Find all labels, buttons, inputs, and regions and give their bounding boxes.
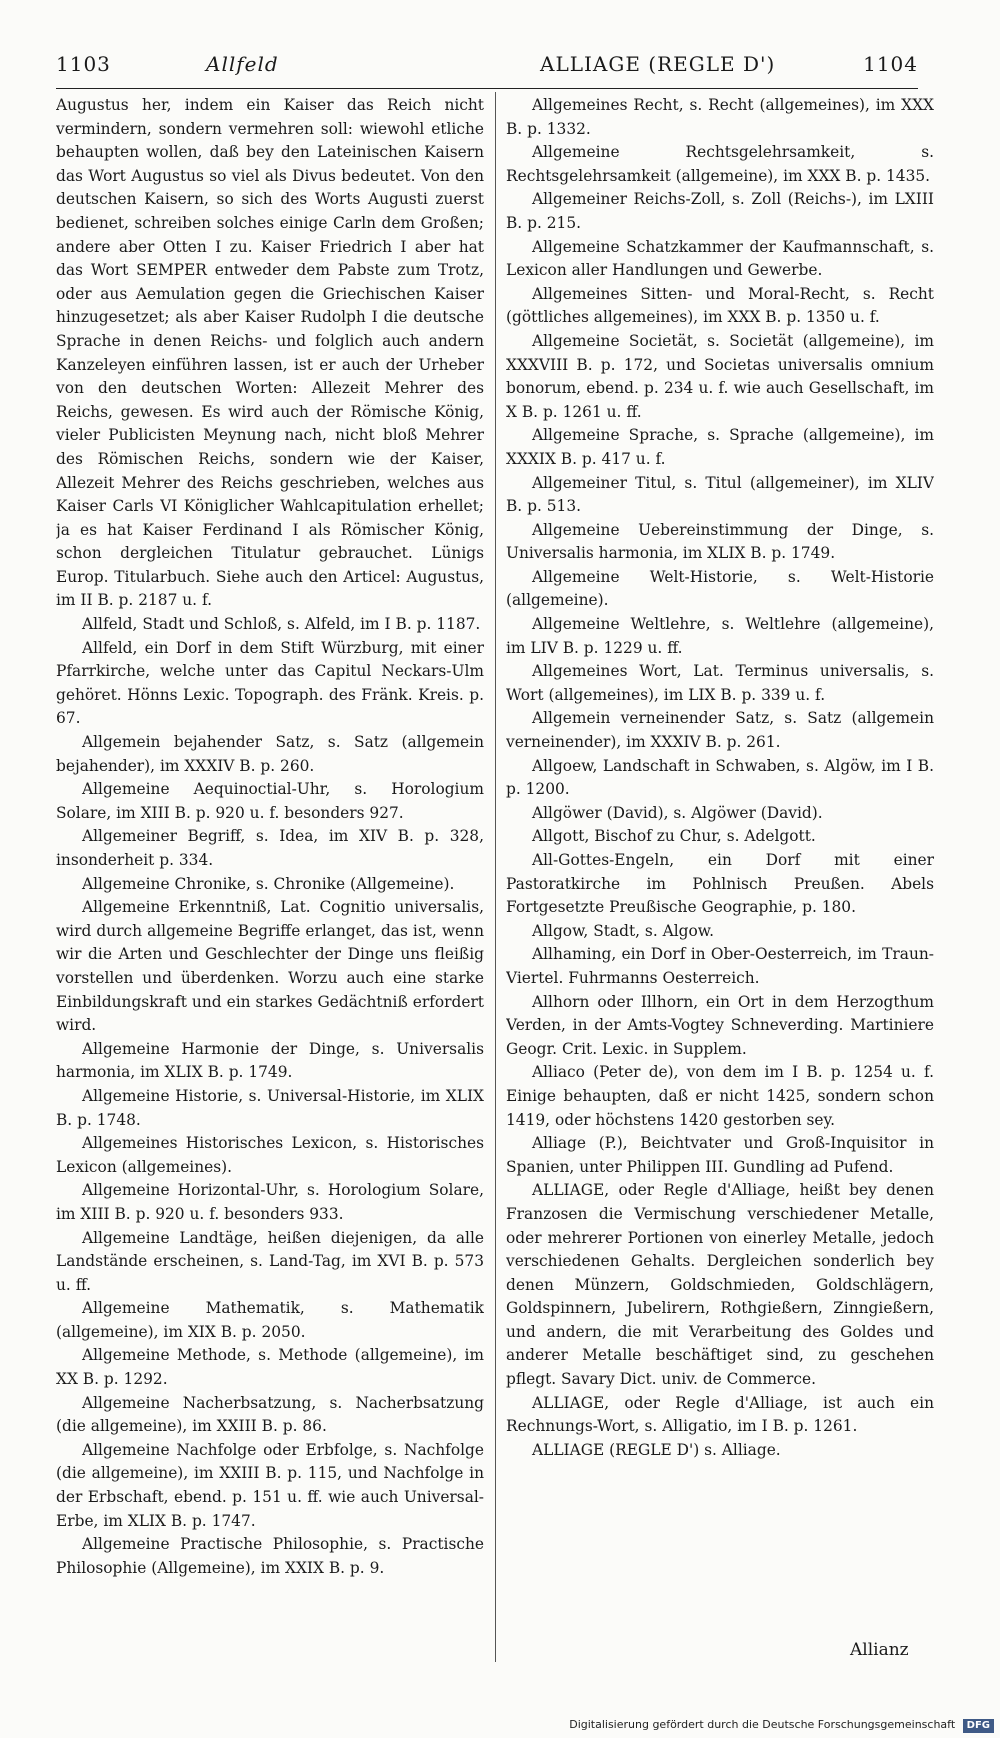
entry: ALLIAGE (REGLE D') s. Alliage. [532,1440,781,1459]
entry: Allgemeine Methode, s. Methode (allgemeine), im XX B. p. 1292. [56,1346,484,1389]
entry: Allgemeines Wort, Lat. Terminus universalis, s. Wort (allgemeines), im LIX B. p. 339 u. f. [506,662,934,704]
left-column [56,94,484,1680]
entry: Allgemeines Recht, s. Recht (allgemeines), im XXX B. p. 1332. [506,96,934,138]
left-running-title: Allfeld [206,52,279,76]
entry: Allgemeine Practische Philosophie, s. Practische Philosophie (Allgemeine), im XXIX B. p. 9. [56,1535,484,1577]
entry: Allgemeine Welt-Historie, s. Welt-Historie (allgemeine). [506,567,934,610]
entry: Allhorn oder Illhorn, ein Ort in dem Herzogthum Verden, in der Amts-Vogtey Schneverding. Martiniere Geogr. Crit. Lexic. in Supplem. [506,992,934,1058]
left-page-number: 1103 [56,52,111,76]
entry: Allgemeine Weltlehre, s. Weltlehre (allgemeine), im LIV B. p. 1229 u. ff. [506,615,934,657]
entry: Allhaming, ein Dorf in Ober-Oesterreich, im Traun-Viertel. Fuhrmanns Oesterreich. [506,945,934,987]
entry: Allgemeine Rechtsgelehrsamkeit, s. Rechtsgelehrsamkeit (allgemeine), im XXX B. p. 1435. [506,143,934,185]
entry: Allgoew, Landschaft in Schwaben, s. Algöw, im I B. p. 1200. [506,756,934,799]
entry: Allgemeine Historie, s. Universal-Historie, im XLIX B. p. 1748. [56,1086,484,1129]
entry: Allgemeiner Reichs-Zoll, s. Zoll (Reichs-), im LXIII B. p. 215. [506,190,934,232]
entry: Allgemeine Nacherbsatzung, s. Nacherbsatzung (die allgemeine), im XXIII B. p. 86. [56,1393,484,1436]
header-rule [56,88,918,89]
entry: Alliaco (Peter de), von dem im I B. p. 1254 u. f. Einige behaupten, daß er nicht 1425, sondern schon 1419, oder höchstens 1420 gestorben sey. [506,1063,934,1129]
right-running-title: ALLIAGE (REGLE D') [540,52,776,76]
column-divider [495,92,496,1662]
entry: ALLIAGE, oder Regle d'Alliage, ist auch ein Rechnungs-Wort, s. Alligatio, im I B. p. 1261. [506,1393,934,1436]
entry: Alliage (P.), Beichtvater und Groß-Inquisitor in Spanien, unter Philippen III. Gundling ad Pufend. [506,1134,934,1176]
entry: Allfeld, ein Dorf in dem Stift Würzburg, mit einer Pfarrkirche, welche unter das Capitul Neckars-Ulm gehöret. Hönns Lexic. Topograph. des Fränk. Kreis. p. 67. [56,638,484,728]
entry: Allgemeine Nachfolge oder Erbfolge, s. Nachfolge (die allgemeine), im XXIII B. p. 115, und Nachfolge in der Erbschaft, ebend. p. 151 u. ff. wie auch Universal-Erbe, im XLIX B. p. 1747. [56,1440,484,1530]
entry: Allgemein verneinender Satz, s. Satz (allgemein verneinender), im XXXIV B. p. 261. [506,709,934,752]
entry: Augustus her, indem ein Kaiser das Reich nicht vermindern, sondern vermehren soll: wiewohl etliche behaupten wollen, daß bey den Lateinischen Kaisern das Wort Augustus so viel als Divus bedeutet. Von den deutschen Kaisern, so sich des Worts Augusti zuerst bedienet, schreiben solches einige Carln dem Großen; andere aber Otten I zu. Kaiser Friedrich I aber hat das Wort SEMPER entweder dem Pabste zum Trotz, oder aus Aemulation gegen die Griechischen Kaiser hinzugesetzet; als aber Kaiser Rudolph I die deutsche Sprache in denen Reichs- und folglich auch andern Kanzeleyen einführen lassen, ist er auch der Urheber von den deutschen Worten: Allezeit Mehrer des Reichs, gewesen. Es wird auch der Römische König, vieler Publicisten Meynung nach, nicht bloß Mehrer des Römischen Reichs, sondern wie der Kaiser, Allezeit Mehrer des Reichs geschrieben, welches aus Kaiser Carls VI Königlicher Wahlcapitulation erhellet; ja es hat Kaiser Ferdinand I als Römischer König, schon dergleichen Titulatur gebrauchet. Lünigs Europ. Titularbuch. Siehe auch den Articel: Augustus, im II B. p. 2187 u. f. [56,96,484,610]
catchword: Allianz [850,1640,909,1660]
entry: Allgemein bejahender Satz, s. Satz (allgemein bejahender), im XXXIV B. p. 260. [56,733,484,775]
entry: Allgemeine Mathematik, s. Mathematik (allgemeine), im XIX B. p. 2050. [56,1299,484,1341]
entry: Allgemeine Chronike, s. Chronike (Allgemeine). [82,874,455,893]
right-column [506,94,934,1668]
entry: All-Gottes-Engeln, ein Dorf mit einer Pastoratkirche im Pohlnisch Preußen. Abels Fortgesetzte Preußische Geographie, p. 180. [506,851,934,917]
entry: Allgemeiner Titul, s. Titul (allgemeiner), im XLIV B. p. 513. [506,473,934,516]
entry: Allfeld, Stadt und Schloß, s. Alfeld, im I B. p. 1187. [82,615,481,634]
entry: Allgöwer (David), s. Algöwer (David). [532,803,823,822]
right-page-number: 1104 [863,52,918,76]
footer-text: Digitalisierung gefördert durch die Deutsche Forschungsgemeinschaft [569,1718,956,1731]
entry: ALLIAGE, oder Regle d'Alliage, heißt bey denen Franzosen die Vermischung verschiedener Metalle, oder mehrerer Portionen von einerley Metalle, jedoch verschiedenen Gehalts. Dergleichen sonderlich bey denen Münzern, Goldschmieden, Goldschlägern, Goldspinnern, Jubelirern, Rothgießern, Zinngießern, und andern, die mit Verarbeitung des Goldes und anderer Metalle beschäftiget sind, zu geschehen pflegt. Savary Dict. univ. de Commerce. [506,1181,934,1389]
entry: Allgemeine Sprache, s. Sprache (allgemeine), im XXXIX B. p. 417 u. f. [506,426,934,468]
entry: Allgemeines Sitten- und Moral-Recht, s. Recht (göttliches allgemeines), im XXX B. p. 1350 u. f. [506,284,934,327]
page-header [56,52,918,86]
entry: Allgemeine Harmonie der Dinge, s. Universalis harmonia, im XLIX B. p. 1749. [56,1039,484,1082]
entry: Allgemeines Historisches Lexicon, s. Historisches Lexicon (allgemeines). [56,1134,484,1176]
entry: Allgow, Stadt, s. Algow. [532,921,715,940]
entry: Allgemeiner Begriff, s. Idea, im XIV B. p. 328, insonderheit p. 334. [56,827,484,869]
dfg-logo: DFG [963,1719,994,1733]
entry: Allgemeine Horizontal-Uhr, s. Horologium Solare, im XIII B. p. 920 u. f. besonders 933. [56,1181,484,1223]
entry: Allgemeine Landtäge, heißen diejenigen, da alle Landstände erscheinen, s. Land-Tag, im XVI B. p. 573 u. ff. [56,1228,484,1294]
entry: Allgott, Bischof zu Chur, s. Adelgott. [532,827,816,846]
entry: Allgemeine Aequinoctial-Uhr, s. Horologium Solare, im XIII B. p. 920 u. f. besonders 927. [56,780,484,822]
entry: Allgemeine Schatzkammer der Kaufmannschaft, s. Lexicon aller Handlungen und Gewerbe. [506,237,934,280]
entry: Allgemeine Uebereinstimmung der Dinge, s. Universalis harmonia, im XLIX B. p. 1749. [506,520,934,563]
digitization-footer [548,1718,994,1734]
entry: Allgemeine Societät, s. Societät (allgemeine), im XXXVIII B. p. 172, und Societas universalis omnium bonorum, ebend. p. 234 u. f. wie auch Gesellschaft, im X B. p. 1261 u. ff. [506,331,934,421]
entry: Allgemeine Erkenntniß, Lat. Cognitio universalis, wird durch allgemeine Begriffe erlanget, das ist, wenn wir die Arten und Geschlechter der Dinge uns fleißig vorstellen und überdenken. Worzu auch eine starke Einbildungskraft und ein starkes Gedächtniß erfordert wird. [56,898,484,1035]
